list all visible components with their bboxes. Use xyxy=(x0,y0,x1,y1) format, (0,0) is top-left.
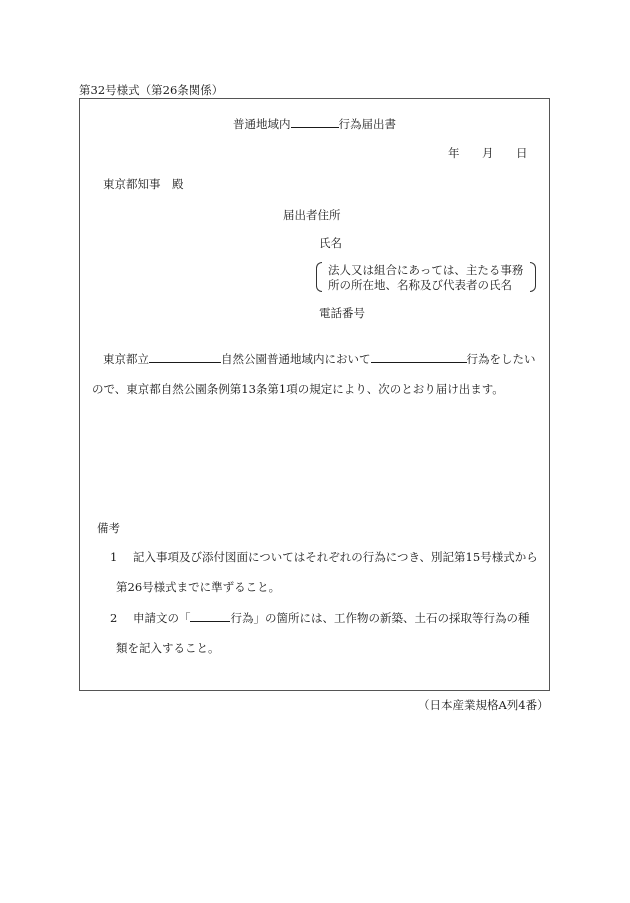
note1-text: 記入事項及び添付図面についてはそれぞれの行為につき、別記第15号様式から xyxy=(132,550,538,564)
bracket-left xyxy=(316,262,322,292)
body-part2: 自然公園普通地域内において xyxy=(221,352,371,366)
title-suffix: 行為届出書 xyxy=(338,117,396,131)
date-day: 日 xyxy=(516,146,528,160)
form-number: 第32号様式（第26条関係） xyxy=(79,83,224,97)
note2-number: 2 xyxy=(110,611,118,625)
remarks-note-2-cont: 類を記入すること。 xyxy=(116,641,220,655)
applicant-address-label: 届出者住所 xyxy=(283,208,341,222)
body-part1: 東京都立 xyxy=(103,352,149,366)
note1-number: 1 xyxy=(110,550,118,564)
corporate-note-line2: 所の所在地、名称及び代表者の氏名 xyxy=(328,278,512,292)
applicant-name-label: 氏名 xyxy=(319,236,342,250)
body-line-1 xyxy=(103,351,536,367)
applicant-phone-label: 電話番号 xyxy=(319,306,365,320)
body-part3: 行為をしたい xyxy=(466,352,536,366)
note2-part1: 申請文の「 xyxy=(132,611,191,625)
date-year: 年 xyxy=(448,146,460,160)
remarks-note-1-cont: 第26号様式までに準ずること。 xyxy=(116,580,281,594)
bracket-right xyxy=(530,262,536,292)
action-blank xyxy=(371,351,467,363)
addressee: 東京都知事 殿 xyxy=(103,177,184,191)
note2-blank xyxy=(190,610,230,622)
date-month: 月 xyxy=(482,146,494,160)
park-name-blank xyxy=(149,351,221,363)
form-title xyxy=(233,116,396,132)
title-blank xyxy=(291,116,339,128)
body-line-2: ので、東京都自然公園条例第13条第1項の規定により、次のとおり届け出ます。 xyxy=(92,382,504,396)
corporate-note-line1: 法人又は組合にあっては、主たる事務 xyxy=(328,263,524,277)
remarks-note-2 xyxy=(110,610,529,626)
note2-part2: 行為」の箇所には、工作物の新築、土石の採取等行為の種 xyxy=(230,611,530,625)
paper-size-note: （日本産業規格A列4番） xyxy=(418,698,549,712)
title-prefix: 普通地域内 xyxy=(233,117,291,131)
remarks-heading: 備考 xyxy=(97,521,120,535)
remarks-note-1 xyxy=(110,549,538,565)
